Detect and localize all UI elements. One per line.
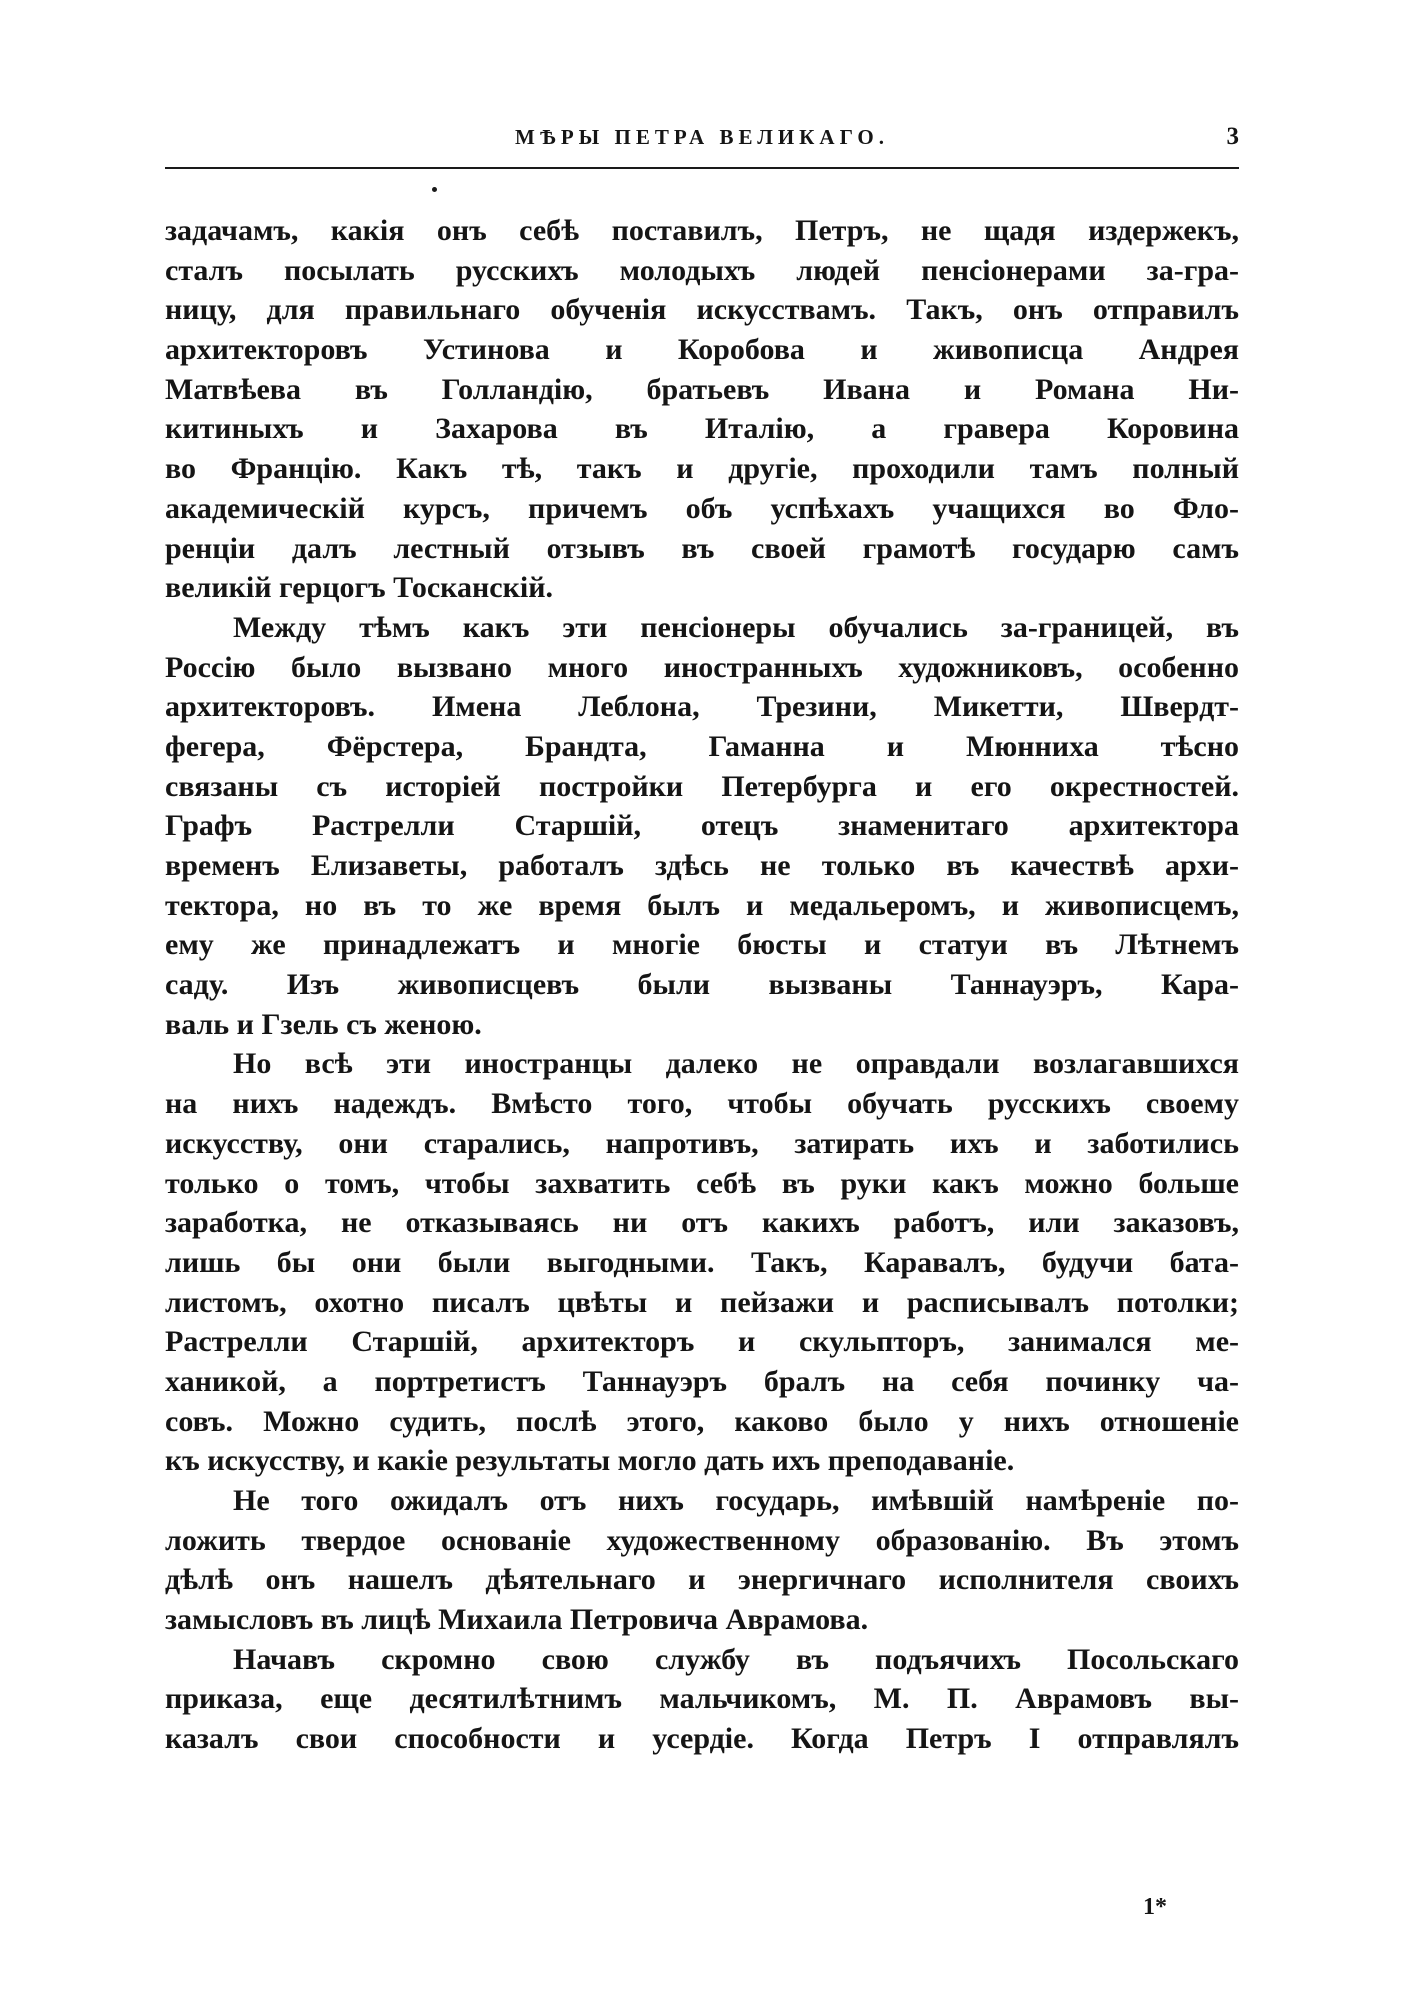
running-title: МѢРЫ ПЕТРА ВЕЛИКАГО. xyxy=(515,125,889,149)
text-line: казалъ свои способности и усердіе. Когда Петръ I отправлялъ xyxy=(165,1722,1239,1756)
text-line: великій герцогъ Тосканскій. xyxy=(165,571,553,605)
text-line: къ искусству, и какіе результаты могло дать ихъ преподаваніе. xyxy=(165,1444,1015,1478)
text-line: тектора, но въ то же время былъ и медальеромъ, и живописцемъ, xyxy=(165,888,1239,922)
text-line: лишь бы они были выгодными. Такъ, Каравалъ, будучи бата- xyxy=(165,1245,1239,1279)
print-speck xyxy=(432,187,437,192)
text-line: Не того ожидалъ отъ нихъ государь, имѣвшій намѣреніе по- xyxy=(233,1484,1239,1517)
text-line: ницу, для правильнаго обученія искусствамъ. Такъ, онъ отправилъ xyxy=(165,293,1239,327)
text-line: Матвѣева въ Голландію, братьевъ Ивана и Романа Ни- xyxy=(165,372,1239,406)
text-line: ему же принадлежатъ и многіе бюсты и статуи въ Лѣтнемъ xyxy=(165,928,1239,962)
text-line: валь и Гзель съ женою. xyxy=(165,1007,482,1041)
text-line: ложить твердое основаніе художественному образованію. Въ этомъ xyxy=(165,1523,1239,1557)
text-line: Россію было вызвано много иностранныхъ художниковъ, особенно xyxy=(165,650,1239,684)
text-line: дѣлѣ онъ нашелъ дѣятельнаго и энергичнаго исполнителя своихъ xyxy=(165,1563,1239,1597)
text-line: китиныхъ и Захарова въ Италію, а гравера Коровина xyxy=(165,412,1239,446)
text-line: Графъ Растрелли Старшій, отецъ знаменитаго архитектора xyxy=(165,809,1239,843)
text-line: во Францію. Какъ тѣ, такъ и другіе, проходили тамъ полный xyxy=(165,452,1239,486)
text-line: временъ Елизаветы, работалъ здѣсь не только въ качествѣ архи- xyxy=(165,849,1239,882)
text-line: заработка, не отказываясь ни отъ какихъ работъ, или заказовъ, xyxy=(165,1206,1239,1240)
text-line: Но всѣ эти иностранцы далеко не оправдали возлагавшихся xyxy=(233,1047,1239,1081)
text-line: архитекторовъ Устинова и Коробова и живописца Андрея xyxy=(165,333,1239,367)
text-line: листомъ, охотно писалъ цвѣты и пейзажи и расписывалъ потолки; xyxy=(165,1285,1239,1319)
page-number: 3 xyxy=(1226,123,1239,150)
text-line: только о томъ, чтобы захватить себѣ въ руки какъ можно больше xyxy=(165,1166,1239,1200)
body-text xyxy=(165,211,1239,1759)
text-line: Растрелли Старшій, архитекторъ и скульпторъ, занимался ме- xyxy=(165,1325,1239,1359)
text-line: Между тѣмъ какъ эти пенсіонеры обучались за-границей, въ xyxy=(233,610,1239,644)
text-line: совъ. Можно судить, послѣ этого, каково было у нихъ отношеніе xyxy=(165,1404,1239,1438)
text-line: связаны съ исторіей постройки Петербурга и его окрестностей. xyxy=(165,769,1239,803)
text-line: архитекторовъ. Имена Леблона, Трезини, Микетти, Швердт- xyxy=(165,690,1239,724)
text-line: фегера, Фёрстера, Брандта, Гаманна и Мюнниха тѣсно xyxy=(165,729,1239,763)
text-line: искусству, они старались, напротивъ, затирать ихъ и заботились xyxy=(165,1126,1239,1160)
text-line: приказа, еще десятилѣтнимъ мальчикомъ, М. П. Аврамовъ вы- xyxy=(165,1682,1239,1716)
header-rule xyxy=(165,167,1239,169)
text-line: на нихъ надеждъ. Вмѣсто того, чтобы обучать русскихъ своему xyxy=(165,1087,1239,1121)
text-line: сталъ посылать русскихъ молодыхъ людей пенсіонерами за-гра- xyxy=(165,253,1239,287)
page-header xyxy=(165,122,1239,162)
text-line: академическій курсъ, причемъ объ успѣхахъ учащихся во Фло- xyxy=(165,491,1239,525)
text-line: задачамъ, какія онъ себѣ поставилъ, Петръ, не щадя издержекъ, xyxy=(165,214,1239,247)
text-line: ренціи далъ лестный отзывъ въ своей грамотѣ государю самъ xyxy=(165,531,1239,565)
text-line: замысловъ въ лицѣ Михаила Петровича Аврамова. xyxy=(165,1603,869,1637)
signature-mark: 1* xyxy=(1143,1894,1167,1920)
text-line: ханикой, а портретистъ Таннауэръ бралъ на себя починку ча- xyxy=(165,1364,1239,1398)
text-line: саду. Изъ живописцевъ были вызваны Таннауэръ, Кара- xyxy=(165,968,1239,1002)
text-line: Начавъ скромно свою службу въ подъячихъ Посольскаго xyxy=(233,1642,1239,1676)
